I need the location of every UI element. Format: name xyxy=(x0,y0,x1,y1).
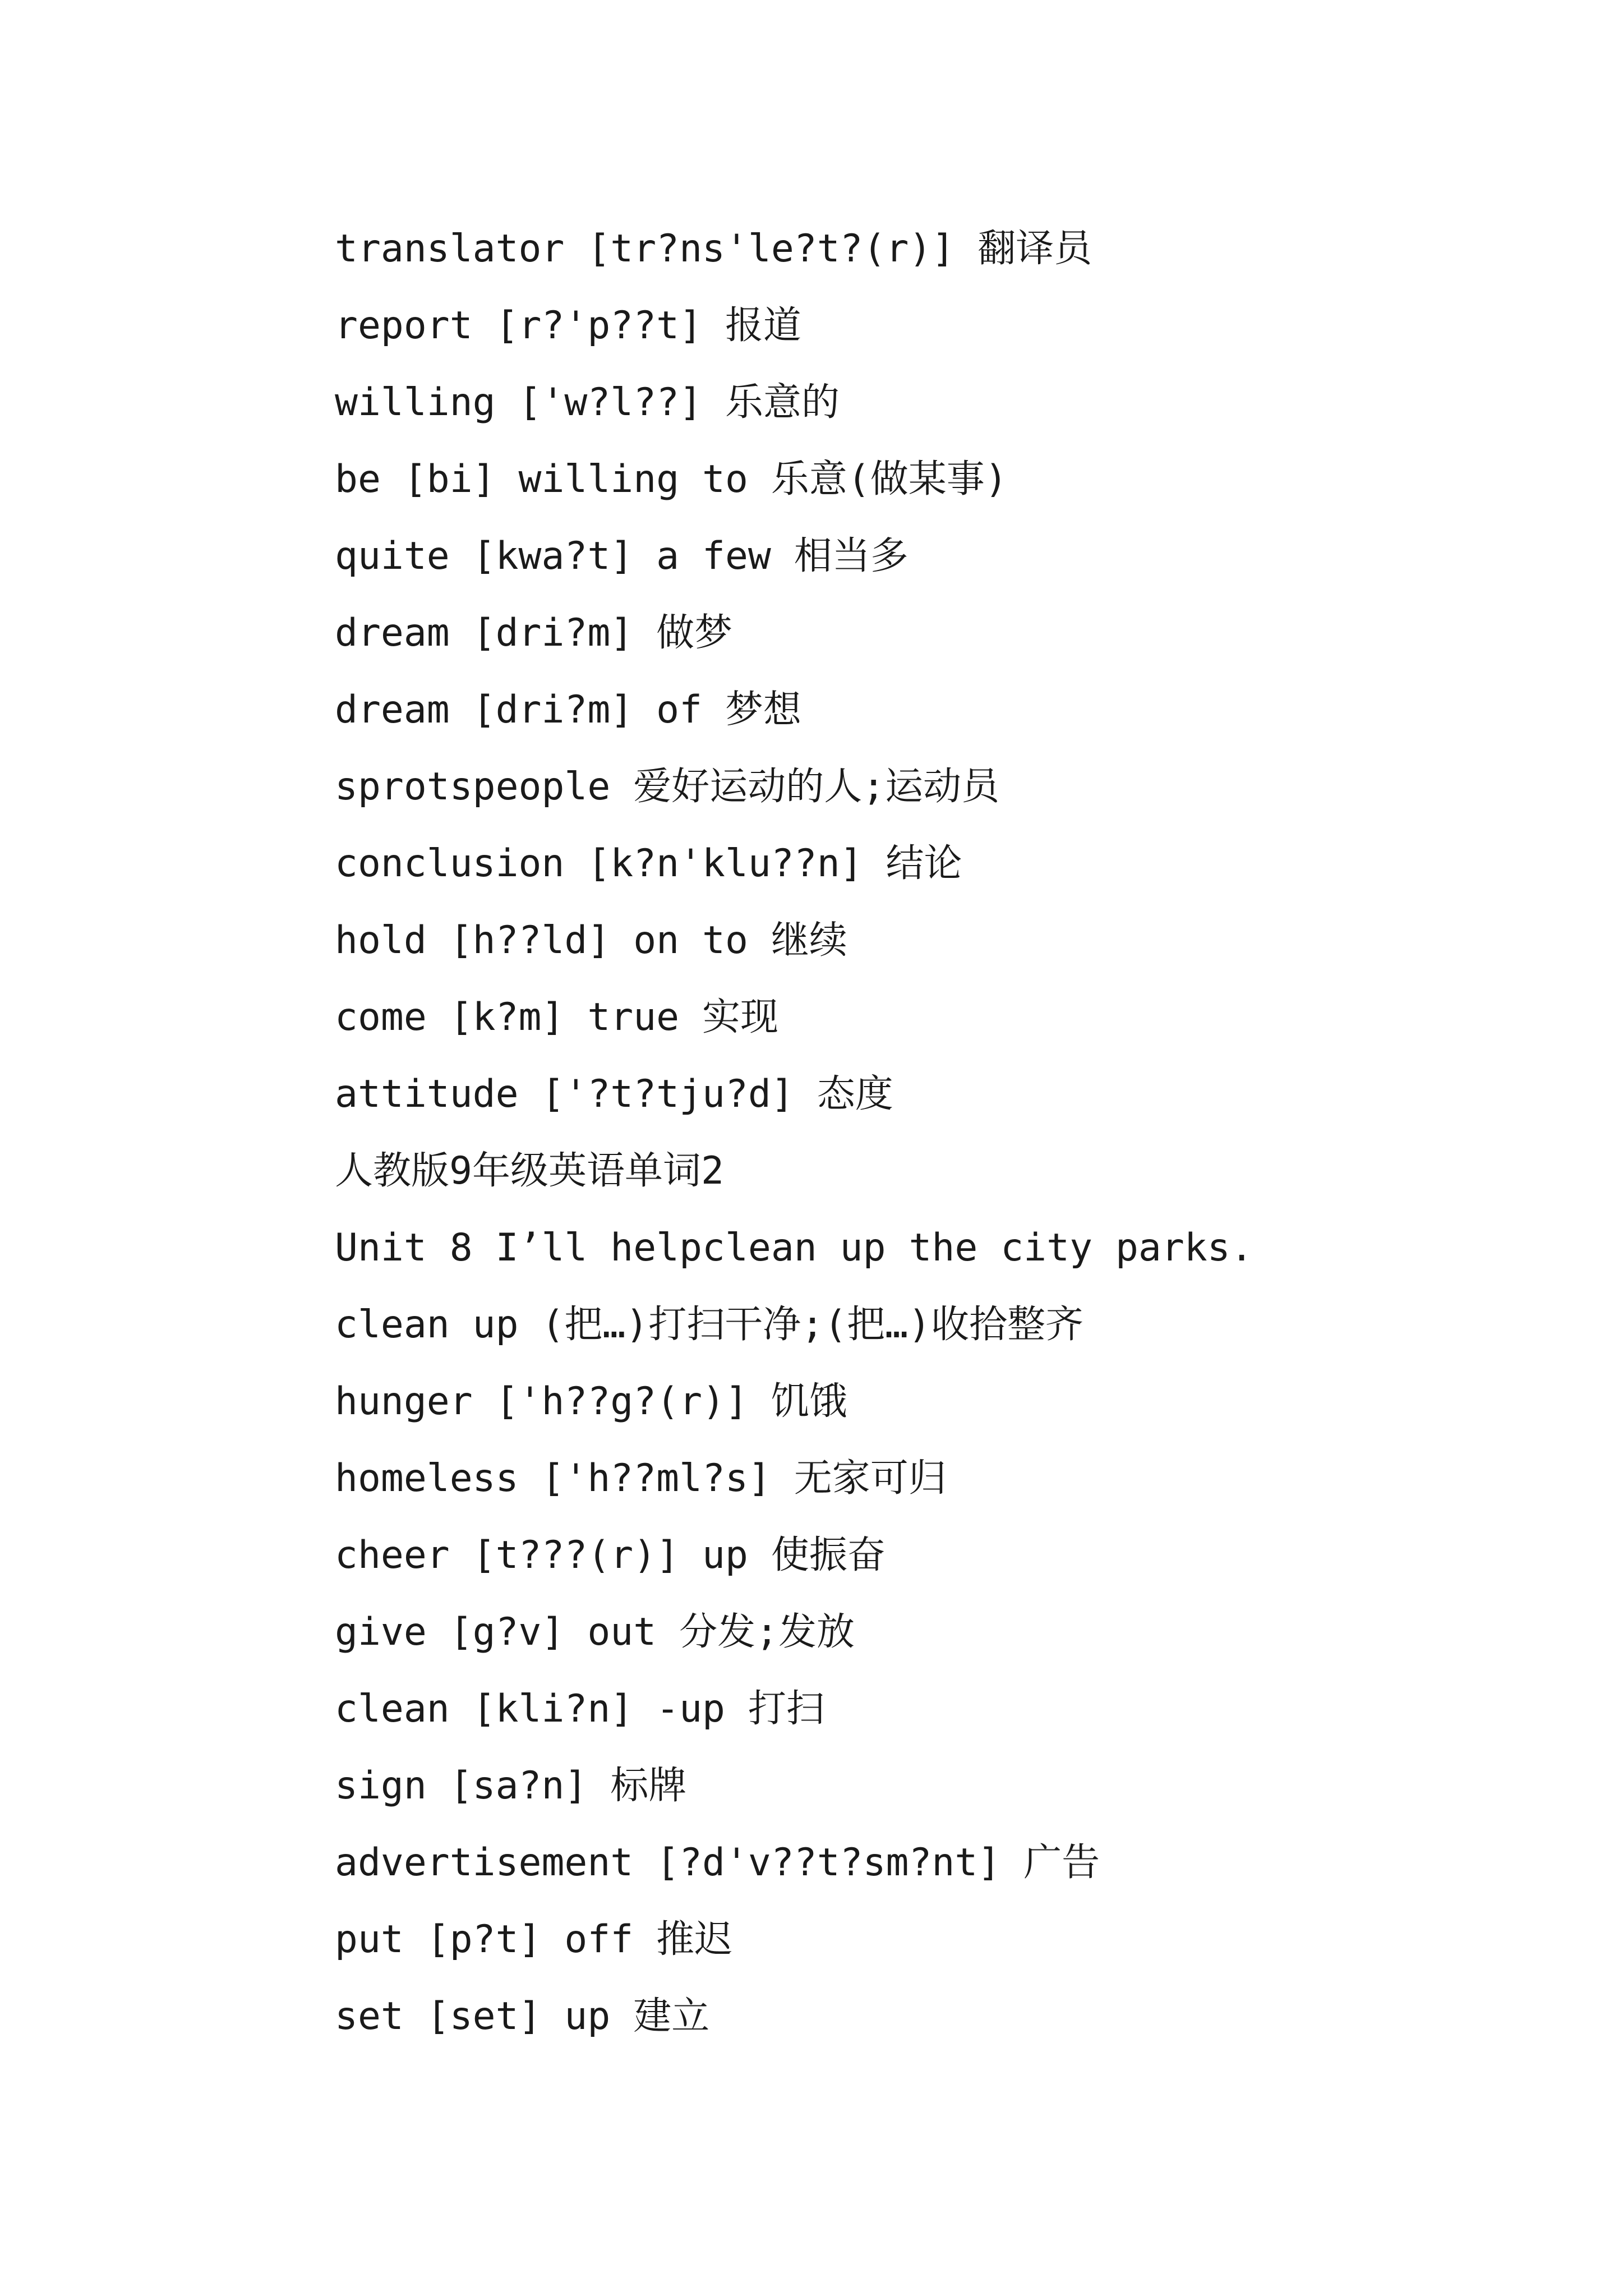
section-heading: 人教版9年级英语单词2 xyxy=(335,1149,724,1193)
vocab-line: advertisement [?d'v??t?sm?nt] 广告 xyxy=(335,1841,1100,1885)
vocab-line: hold [h??ld] on to 继续 xyxy=(335,918,847,963)
vocab-line: translator [tr?ns'le?t?(r)] 翻译员 xyxy=(335,227,1092,271)
vocab-line: dream [dri?m] 做梦 xyxy=(335,611,733,655)
vocab-line: give [g?v] out 分发;发放 xyxy=(335,1610,855,1654)
vocab-line: put [p?t] off 推迟 xyxy=(335,1917,733,1962)
vocab-line: sign [sa?n] 标牌 xyxy=(335,1764,687,1808)
vocab-line: attitude ['?t?tju?d] 态度 xyxy=(335,1072,893,1116)
vocab-line: willing ['w?l??] 乐意的 xyxy=(335,380,840,425)
vocab-line: hunger ['h??g?(r)] 饥饿 xyxy=(335,1379,847,1424)
vocab-line: conclusion [k?n'klu??n] 结论 xyxy=(335,841,962,886)
vocab-line: come [k?m] true 实现 xyxy=(335,995,779,1039)
vocab-line: report [r?'p??t] 报道 xyxy=(335,303,801,348)
vocab-line: clean up (把…)打扫干净;(把…)收拾整齐 xyxy=(335,1303,1084,1347)
vocab-line: clean [kli?n] -up 打扫 xyxy=(335,1687,824,1731)
vocab-line: quite [kwa?t] a few 相当多 xyxy=(335,534,909,578)
vocab-line: be [bi] willing to 乐意(做某事) xyxy=(335,457,1008,501)
vocab-line: sprotspeople 爱好运动的人;运动员 xyxy=(335,765,1000,809)
vocab-line: dream [dri?m] of 梦想 xyxy=(335,688,801,732)
vocab-line: cheer [t???(r)] up 使振奋 xyxy=(335,1533,886,1577)
vocabulary-list xyxy=(335,210,1253,2055)
unit-title: Unit 8 I’ll helpclean up the city parks. xyxy=(335,1226,1253,1270)
vocab-line: set [set] up 建立 xyxy=(335,1994,710,2039)
vocab-line: homeless ['h??ml?s] 无家可归 xyxy=(335,1456,947,1501)
